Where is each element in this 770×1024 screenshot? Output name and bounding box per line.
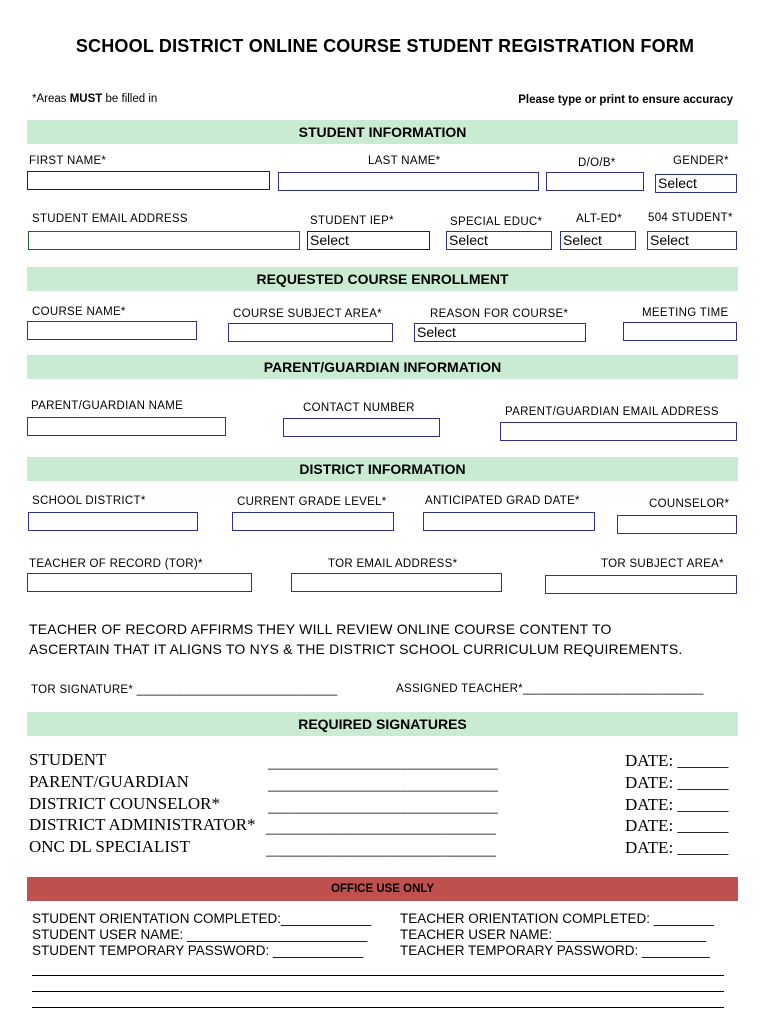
student-iep-label: STUDENT IEP* — [310, 215, 394, 227]
alt-ed-label: ALT-ED* — [576, 213, 622, 225]
assigned-teacher-line[interactable]: ASSIGNED TEACHER*___________________________ — [396, 683, 704, 695]
signature-date-counselor[interactable]: DATE: ______ — [625, 795, 729, 814]
signature-role-administrator: DISTRICT ADMINISTRATOR* — [29, 815, 256, 834]
special-educ-label: SPECIAL EDUC* — [450, 216, 543, 228]
section-course-enrollment: REQUESTED COURSE ENROLLMENT — [27, 267, 738, 291]
tor-subject-field[interactable] — [545, 575, 737, 594]
notes-line-2[interactable] — [32, 991, 724, 992]
section-office-use-only: OFFICE USE ONLY — [27, 877, 738, 901]
office-right-column — [400, 911, 714, 959]
504-student-label: 504 STUDENT* — [648, 212, 733, 224]
section-district-information: DISTRICT INFORMATION — [27, 457, 738, 481]
student-username-line[interactable]: STUDENT USER NAME: ________________________ — [32, 927, 368, 942]
required-note-must: MUST — [69, 93, 103, 105]
notes-line-3[interactable] — [32, 1007, 724, 1008]
teacher-password-line[interactable]: TEACHER TEMPORARY PASSWORD: _________ — [400, 943, 710, 958]
signature-date-specialist[interactable]: DATE: ______ — [625, 838, 729, 857]
contact-number-label: CONTACT NUMBER — [303, 402, 415, 414]
signature-line-administrator[interactable]: _________________________________ — [266, 821, 497, 835]
course-subject-field[interactable] — [228, 323, 393, 342]
school-district-field[interactable] — [28, 512, 198, 531]
student-email-field[interactable] — [28, 231, 300, 250]
special-educ-select[interactable]: Select — [446, 231, 552, 250]
parent-name-label: PARENT/GUARDIAN NAME — [31, 400, 184, 412]
signature-date-parent[interactable]: DATE: ______ — [625, 773, 729, 792]
student-orientation-line[interactable]: STUDENT ORIENTATION COMPLETED:____________ — [32, 911, 372, 926]
tor-subject-label: TOR SUBJECT AREA* — [601, 558, 724, 570]
counselor-field[interactable] — [617, 515, 737, 534]
reason-select[interactable]: Select — [414, 323, 586, 342]
grad-date-field[interactable] — [423, 512, 595, 531]
section-required-signatures: REQUIRED SIGNATURES — [27, 712, 738, 736]
parent-email-field[interactable] — [500, 422, 737, 441]
required-note-suffix: be filled in — [102, 93, 158, 105]
office-left-column — [32, 911, 371, 959]
parent-name-field[interactable] — [27, 417, 226, 436]
alt-ed-select[interactable]: Select — [560, 231, 636, 250]
reason-label: REASON FOR COURSE* — [430, 308, 569, 320]
signature-role-counselor: DISTRICT COUNSELOR* — [29, 794, 220, 813]
accuracy-note: Please type or print to ensure accuracy — [518, 94, 733, 106]
parent-email-label: PARENT/GUARDIAN EMAIL ADDRESS — [505, 406, 719, 418]
signature-role-student: STUDENT — [29, 750, 107, 769]
notes-line-1[interactable] — [32, 975, 724, 976]
school-district-label: SCHOOL DISTRICT* — [32, 495, 146, 507]
signature-role-parent: PARENT/GUARDIAN — [29, 772, 189, 791]
signature-line-student[interactable]: _________________________________ — [268, 756, 499, 770]
signature-line-counselor[interactable]: _________________________________ — [268, 800, 499, 814]
form-title: SCHOOL DISTRICT ONLINE COURSE STUDENT REGISTRATION FORM — [75, 36, 695, 56]
affirmation-line-2: ASCERTAIN THAT IT ALIGNS TO NYS & THE DISTRICT SCHOOL CURRICULUM REQUIREMENTS. — [29, 641, 683, 657]
signature-date-student[interactable]: DATE: ______ — [625, 751, 729, 770]
tor-label: TEACHER OF RECORD (TOR)* — [29, 558, 203, 570]
meeting-time-field[interactable] — [623, 322, 737, 341]
student-email-label: STUDENT EMAIL ADDRESS — [32, 213, 188, 225]
signature-line-specialist[interactable]: _________________________________ — [266, 843, 497, 857]
grade-level-field[interactable] — [232, 512, 394, 531]
teacher-username-line[interactable]: TEACHER USER NAME: ____________________ — [400, 927, 707, 942]
student-iep-select[interactable]: Select — [307, 231, 430, 250]
tor-affirmation — [29, 619, 683, 659]
course-name-label: COURSE NAME* — [32, 306, 126, 318]
affirmation-line-1: TEACHER OF RECORD AFFIRMS THEY WILL REVIEW ONLINE COURSE CONTENT TO — [29, 621, 612, 637]
grad-date-label: ANTICIPATED GRAD DATE* — [425, 495, 580, 507]
tor-signature-line[interactable]: TOR SIGNATURE* ______________________________ — [31, 684, 338, 696]
contact-number-field[interactable] — [283, 418, 440, 437]
gender-select[interactable]: Select — [655, 174, 737, 193]
signature-role-specialist: ONC DL SPECIALIST — [29, 837, 190, 856]
signature-date-administrator[interactable]: DATE: ______ — [625, 816, 729, 835]
tor-email-label: TOR EMAIL ADDRESS* — [328, 558, 458, 570]
required-note-prefix: *Areas — [32, 93, 70, 105]
first-name-field[interactable] — [27, 171, 270, 190]
meeting-time-label: MEETING TIME — [642, 307, 729, 319]
dob-label: D/O/B* — [578, 157, 616, 169]
last-name-field[interactable] — [278, 172, 539, 191]
tor-field[interactable] — [27, 573, 252, 592]
student-password-line[interactable]: STUDENT TEMPORARY PASSWORD: ____________ — [32, 943, 364, 958]
course-subject-label: COURSE SUBJECT AREA* — [233, 308, 382, 320]
section-parent-information: PARENT/GUARDIAN INFORMATION — [27, 355, 738, 379]
504-student-select[interactable]: Select — [647, 231, 737, 250]
dob-field[interactable] — [546, 172, 644, 191]
signature-line-parent[interactable]: _________________________________ — [268, 778, 499, 792]
required-note — [32, 93, 157, 105]
tor-email-field[interactable] — [291, 573, 502, 592]
course-name-field[interactable] — [27, 321, 197, 340]
last-name-label: LAST NAME* — [368, 155, 441, 167]
section-student-information: STUDENT INFORMATION — [27, 120, 738, 144]
grade-level-label: CURRENT GRADE LEVEL* — [237, 496, 387, 508]
teacher-orientation-line[interactable]: TEACHER ORIENTATION COMPLETED: ________ — [400, 911, 714, 926]
gender-label: GENDER* — [673, 155, 729, 167]
first-name-label: FIRST NAME* — [29, 155, 107, 167]
counselor-label: COUNSELOR* — [649, 498, 730, 510]
